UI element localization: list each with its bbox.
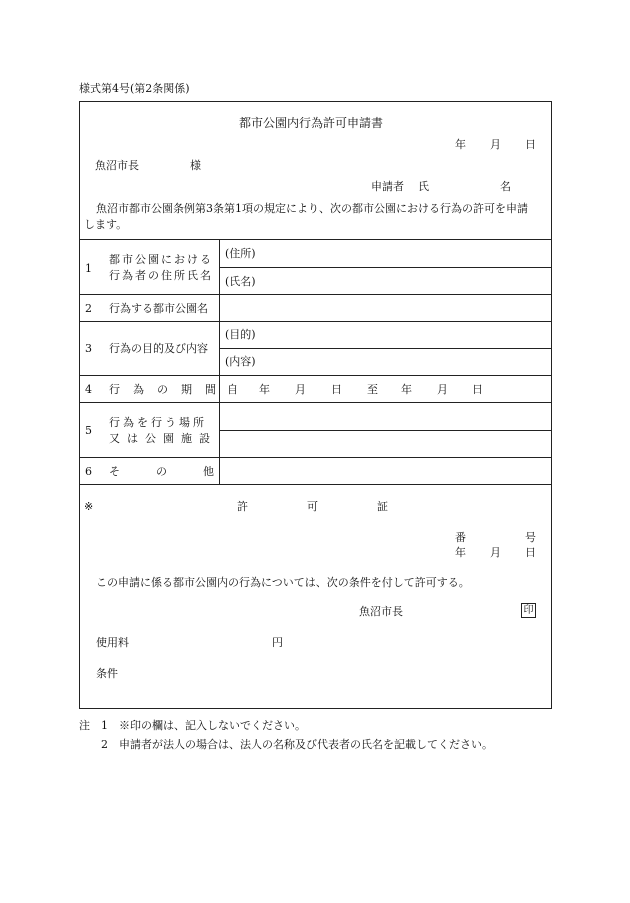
note1-number: 1 bbox=[101, 719, 108, 732]
permit-day: 日 bbox=[525, 546, 536, 559]
row4-month: 月 bbox=[295, 383, 306, 396]
row-line-5 bbox=[79, 402, 552, 403]
row1-label-line1: 都市公園における bbox=[109, 253, 213, 266]
date-month: 月 bbox=[490, 138, 501, 151]
row4-day2: 日 bbox=[472, 383, 483, 396]
row6-label-b: の bbox=[156, 465, 167, 478]
addressee-name: 魚沼市長 bbox=[95, 159, 139, 172]
row1-name-field[interactable]: (氏名) bbox=[225, 275, 256, 288]
row4-month2: 月 bbox=[437, 383, 448, 396]
permit-mark: ※ bbox=[84, 500, 94, 513]
application-form-frame bbox=[79, 101, 552, 709]
row3-purpose-field[interactable]: (目的) bbox=[225, 328, 256, 341]
note2-text: 申請者が法人の場合は、法人の名称及び代表者の氏名を記載してください。 bbox=[119, 738, 493, 751]
permit-go: 号 bbox=[525, 531, 536, 544]
fee-label: 使用料 bbox=[96, 636, 129, 649]
permit-month: 月 bbox=[490, 546, 501, 559]
permit-year: 年 bbox=[455, 546, 466, 559]
row4-year: 年 bbox=[259, 383, 270, 396]
row5-label-line2: 又は公園施設 bbox=[109, 432, 217, 445]
note1-text: ※印の欄は、記入しないでください。 bbox=[119, 719, 306, 732]
date-year: 年 bbox=[455, 138, 466, 151]
row1-mid-line bbox=[219, 267, 552, 268]
row-line-2 bbox=[79, 294, 552, 295]
form-title: 都市公園内行為許可申請書 bbox=[239, 116, 384, 130]
row5-mid-line bbox=[219, 430, 552, 431]
permit-ban: 番 bbox=[455, 531, 466, 544]
row1-label-line2: 行為者の住所氏名 bbox=[109, 269, 213, 282]
seal-mark bbox=[521, 603, 536, 618]
row-line-4 bbox=[79, 375, 552, 376]
row1-number: 1 bbox=[85, 262, 92, 275]
row4-year2: 年 bbox=[401, 383, 412, 396]
permit-title-a: 許 bbox=[237, 500, 248, 513]
column-divider bbox=[219, 239, 220, 484]
request-text-line2: します。 bbox=[84, 218, 128, 231]
table-bottom-line bbox=[79, 484, 552, 485]
row3-mid-line bbox=[219, 348, 552, 349]
seal-text: 印 bbox=[523, 605, 534, 616]
note2-number: 2 bbox=[101, 738, 108, 751]
permit-statement: この申請に係る都市公園内の行為については、次の条件を付して許可する。 bbox=[96, 576, 470, 589]
applicant-mei: 名 bbox=[500, 180, 511, 193]
row5-number: 5 bbox=[85, 424, 92, 437]
row4-day: 日 bbox=[331, 383, 342, 396]
row4-number: 4 bbox=[85, 383, 92, 396]
applicant-shi: 氏 bbox=[418, 180, 429, 193]
date-day: 日 bbox=[525, 138, 536, 151]
table-top-line bbox=[79, 239, 552, 240]
form-number: 様式第4号(第2条関係) bbox=[79, 82, 190, 95]
row6-label-c: 他 bbox=[203, 465, 214, 478]
row6-label-a: そ bbox=[109, 465, 120, 478]
row4-label: 行為の期間 bbox=[109, 383, 229, 396]
row-line-6 bbox=[79, 457, 552, 458]
addressee-honorific: 様 bbox=[190, 159, 201, 172]
row4-from: 自 bbox=[227, 383, 238, 396]
conditions-label: 条件 bbox=[96, 667, 118, 680]
row2-label: 行為する都市公園名 bbox=[109, 302, 208, 315]
permit-title-c: 証 bbox=[377, 500, 388, 513]
permit-title-b: 可 bbox=[307, 500, 318, 513]
permit-mayor: 魚沼市長 bbox=[359, 605, 403, 618]
row6-number: 6 bbox=[85, 465, 92, 478]
request-text-line1: 魚沼市都市公園条例第3条第1項の規定により、次の都市公園における行為の許可を申請 bbox=[96, 202, 528, 215]
row4-to: 至 bbox=[367, 383, 378, 396]
row2-number: 2 bbox=[85, 302, 92, 315]
row5-label-line1: 行為を行う場所 bbox=[109, 416, 207, 429]
notes-label: 注 bbox=[79, 719, 90, 732]
fee-unit: 円 bbox=[272, 636, 283, 649]
applicant-label: 申請者 bbox=[371, 180, 404, 193]
row3-label: 行為の目的及び内容 bbox=[109, 342, 208, 355]
row3-number: 3 bbox=[85, 342, 92, 355]
row-line-3 bbox=[79, 321, 552, 322]
row3-content-field[interactable]: (内容) bbox=[225, 355, 256, 368]
row1-address-field[interactable]: (住所) bbox=[225, 247, 256, 260]
